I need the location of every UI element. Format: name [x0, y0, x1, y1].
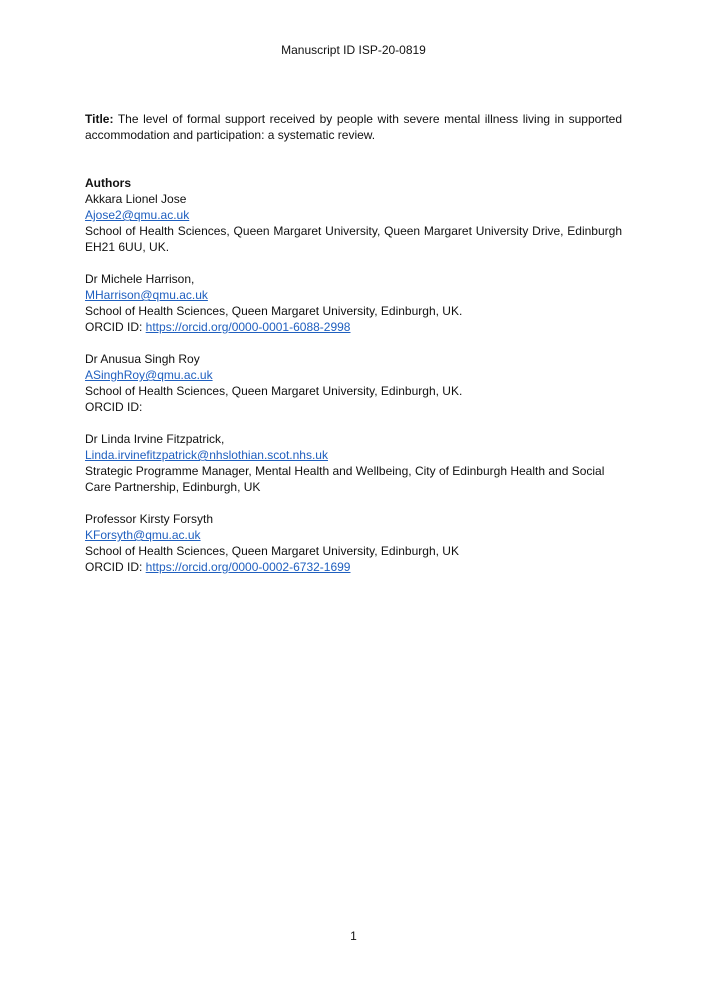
author-affiliation: School of Health Sciences, Queen Margaret University, Edinburgh, UK. [85, 384, 463, 398]
author-email-link[interactable]: Linda.irvinefitzpatrick@nhslothian.scot.nhs.uk [85, 448, 328, 462]
author-affiliation: School of Health Sciences, Queen Margaret University, Edinburgh, UK [85, 544, 459, 558]
author-name: Akkara Lionel Jose [85, 192, 187, 206]
author-orcid [85, 319, 622, 335]
author-email-link[interactable]: MHarrison@qmu.ac.uk [85, 288, 208, 302]
orcid-link[interactable]: https://orcid.org/0000-0001-6088-2998 [145, 320, 351, 334]
author-name: Professor Kirsty Forsyth [85, 512, 214, 526]
orcid-label: ORCID ID: [85, 400, 143, 414]
author-affiliation: School of Health Sciences, Queen Margaret University, Queen Margaret University Drive, Edinburgh EH21 6UU, UK. [85, 224, 622, 254]
authors-heading: Authors [85, 176, 131, 190]
author-affiliation: School of Health Sciences, Queen Margaret University, Edinburgh, UK. [85, 304, 463, 318]
orcid-label: ORCID ID: [85, 560, 146, 574]
author-entry-forsyth [85, 511, 622, 575]
author-entry-fitzpatrick [85, 431, 622, 495]
orcid-label: ORCID ID: [85, 320, 146, 334]
orcid-link[interactable]: https://orcid.org/0000-0002-6732-1699 [145, 560, 351, 574]
author-email-link[interactable]: Ajose2@qmu.ac.uk [85, 208, 190, 222]
title-text: The level of formal support received by people with severe mental illness living in supported accommodation and participation: a systematic review. [85, 112, 622, 142]
author-email-link[interactable]: ASinghRoy@qmu.ac.uk [85, 368, 213, 382]
page-number: 1 [350, 929, 357, 943]
author-email-link[interactable]: KForsyth@qmu.ac.uk [85, 528, 201, 542]
author-orcid [85, 559, 622, 575]
title-label: Title: [85, 112, 114, 126]
manuscript-id-header: Manuscript ID ISP-20-0819 [281, 43, 426, 57]
author-affiliation: Strategic Programme Manager, Mental Health and Wellbeing, City of Edinburgh Health and Social Care Partnership, Edinburgh, UK [85, 464, 605, 494]
author-name: Dr Michele Harrison, [85, 272, 195, 286]
document-body [85, 111, 622, 591]
author-name: Dr Linda Irvine Fitzpatrick, [85, 432, 225, 446]
author-entry-harrison [85, 271, 622, 335]
author-entry-jose [85, 191, 622, 255]
author-entry-singh-roy [85, 351, 622, 415]
title-paragraph [85, 111, 622, 143]
author-name: Dr Anusua Singh Roy [85, 352, 200, 366]
